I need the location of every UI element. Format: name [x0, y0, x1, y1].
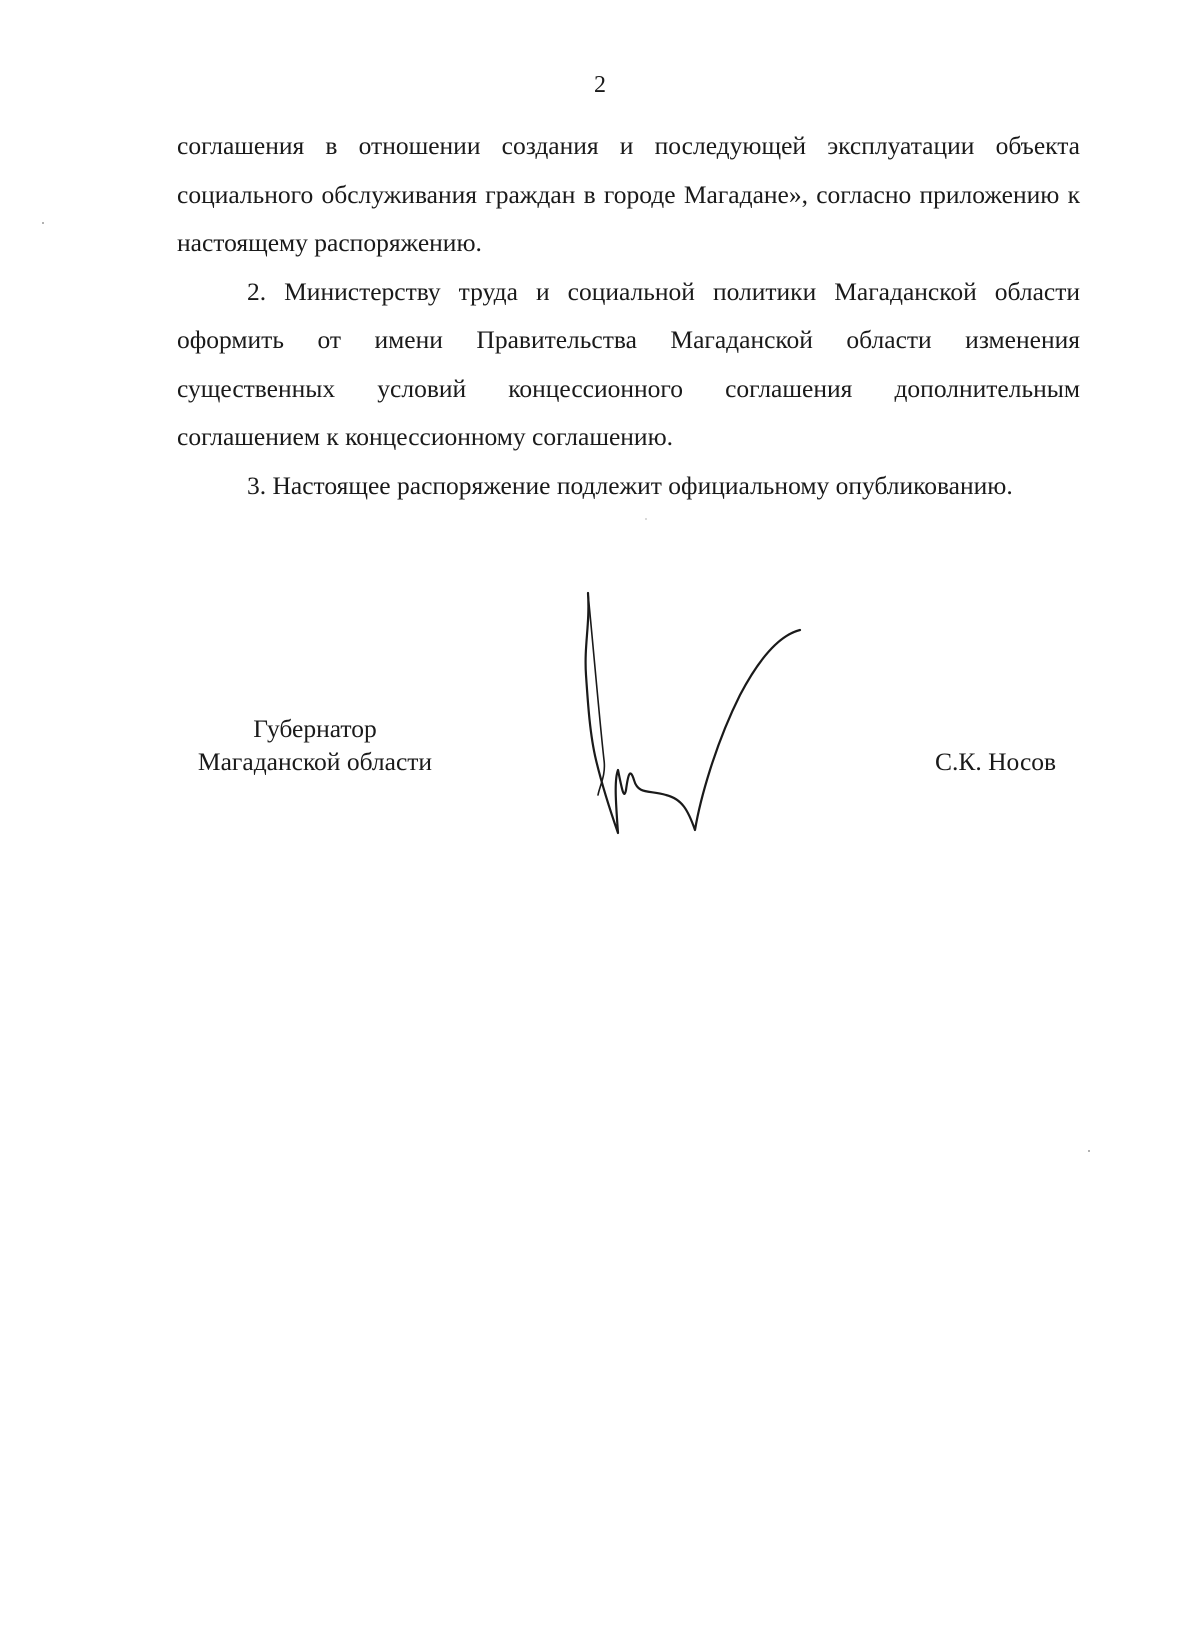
signatory-title-line-2: Магаданской области — [197, 747, 433, 776]
scan-speck — [42, 222, 44, 224]
signatory-title-line-1: Губернатор — [253, 714, 377, 743]
scan-speck — [1088, 1150, 1090, 1152]
paragraph-continuation: соглашения в отношении создания и последующей эксплуатации объекта социального обслуживания граждан в городе Магадане», согласно приложению к настоящему распоряжению. — [177, 131, 1080, 257]
scan-speck — [645, 518, 647, 520]
signatory-name: С.К. Носов — [935, 747, 1057, 776]
paragraph-item-2: 2. Министерству труда и социальной политики Магаданской области оформить от имени Правительства Магаданской области изменения существенных условий концессионного соглашения дополнительным соглашением к концессионному соглашению. — [177, 276, 1080, 451]
paragraph-item-3: 3. Настоящее распоряжение подлежит официальному опубликованию. — [247, 470, 1013, 500]
signatory-title — [180, 712, 450, 778]
handwritten-signature — [570, 585, 810, 845]
page-number: 2 — [594, 72, 606, 98]
